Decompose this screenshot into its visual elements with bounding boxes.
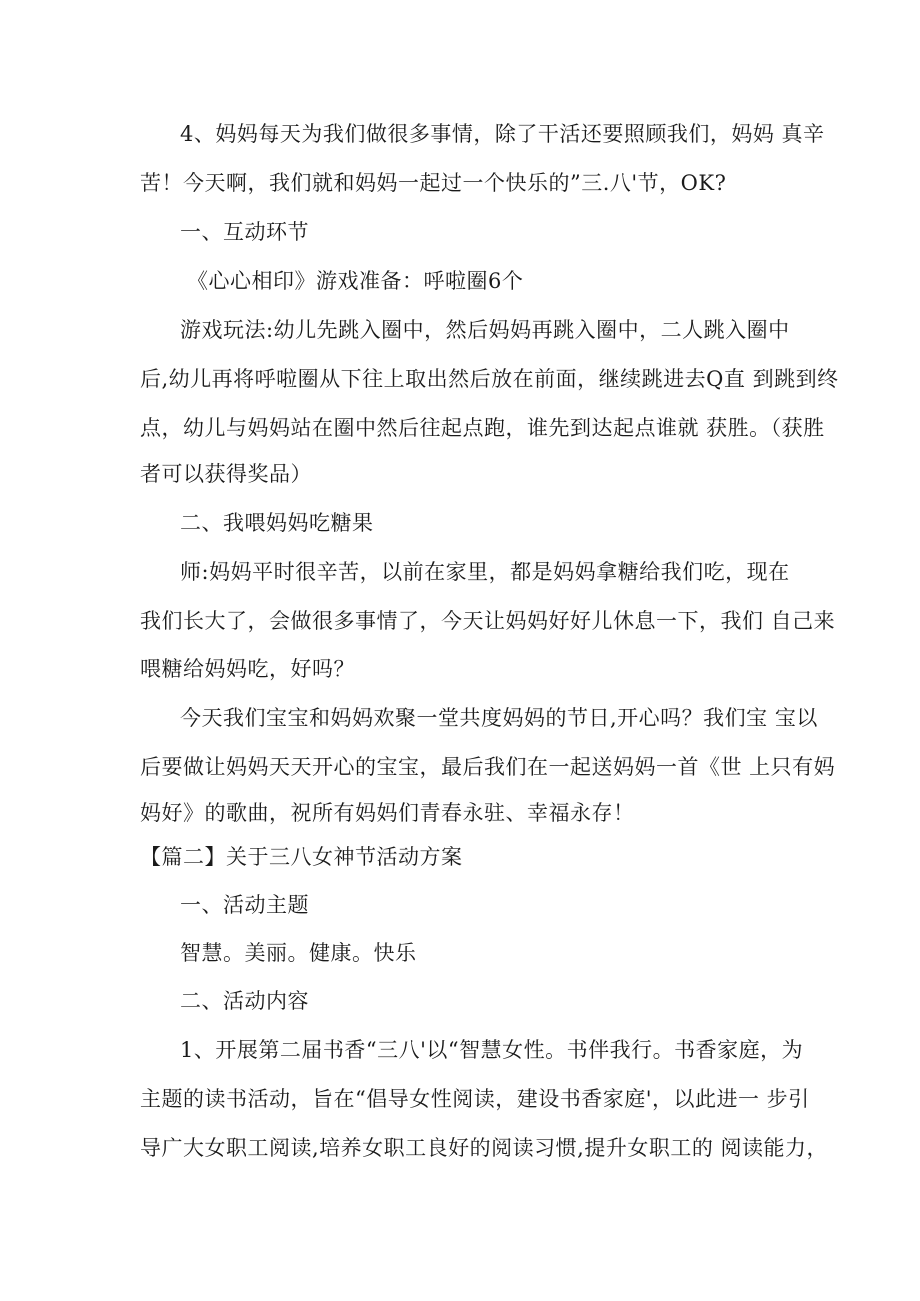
text-run: 后,幼儿再将呼啦圈从下往上取出然后放在前面，继续跳进去Q直 到跳到终 xyxy=(140,367,839,391)
text-run: 中 xyxy=(768,318,790,342)
text-run: 一、活动主题 xyxy=(180,893,309,917)
text-run: 后要做让妈妈天天开心的宝宝，最后我们在一起送妈妈一首《世 上只有妈 xyxy=(140,755,836,779)
section-heading-theme xyxy=(180,891,785,919)
text-run: 我们长大了，会做很多事情了，今天让妈妈好好儿休息一下，我们 自己来 xyxy=(140,609,836,633)
teacher-line-1 xyxy=(180,558,790,586)
text-run: 【篇二】关于三八女神节活动方案 xyxy=(140,845,463,869)
game-rules-line-1 xyxy=(180,316,790,344)
text-run: 游戏玩法:幼儿先跳入圈中，然后妈妈再跳入圈中，二人跳入圈 xyxy=(180,318,769,342)
theme-text xyxy=(180,939,785,967)
content-item-1-line-3 xyxy=(140,1134,829,1162)
text-run: 智慧。美丽。健康。快乐 xyxy=(180,941,417,965)
paragraph-4-line-2 xyxy=(140,169,785,197)
text-run: 主题的读书活动，旨在“倡导女性阅读，建设书香家庭'，以此进一 步引 xyxy=(140,1087,810,1111)
text-run: 导广大女职工阅读,培养女职工良好的阅读习惯,提升女职工的 阅读能力， xyxy=(140,1136,829,1160)
section-heading-interaction xyxy=(180,218,785,246)
teacher-line-3 xyxy=(140,655,785,683)
part-two-title xyxy=(140,843,785,871)
text-run: 二、活动内容 xyxy=(180,989,309,1013)
text-run: 1、开展第二届书香“三八'以“智慧女性。书伴我行。书香家庭，为 xyxy=(180,1038,804,1062)
text-run: 点，幼儿与妈妈站在圈中然后往起点跑，谁先到达起点谁就 获胜。（获胜 xyxy=(140,416,825,440)
text-run: 苦！今天啊，我们就和妈妈一起过一个快乐的”三.八'节，OK? xyxy=(140,171,727,195)
closing-line-3 xyxy=(140,799,785,827)
closing-line-1 xyxy=(180,704,818,732)
text-run: 师:妈妈平时很辛苦，以前在家里，都是妈妈拿糖给我们吃，现 xyxy=(180,560,769,584)
game-preparation xyxy=(187,267,832,295)
closing-line-2 xyxy=(140,753,836,781)
text-run: 一、互动环节 xyxy=(180,220,309,244)
text-run: 喂糖给妈妈吃，好吗？ xyxy=(140,657,355,681)
section-heading-content xyxy=(180,987,785,1015)
text-run: 今天我们宝宝和妈妈欢聚一堂共度妈妈的节日,开心吗？我们宝 宝以 xyxy=(180,706,818,730)
game-rules-line-3 xyxy=(140,414,825,442)
section-heading-candy xyxy=(180,509,785,537)
content-item-1-line-1 xyxy=(180,1036,804,1064)
content-item-1-line-2 xyxy=(140,1085,810,1113)
game-rules-line-2 xyxy=(140,365,839,393)
text-run: 在 xyxy=(768,560,790,584)
text-run: 者可以获得奖品） xyxy=(140,462,312,486)
teacher-line-2 xyxy=(140,607,836,635)
text-run: 二、我喂妈妈吃糖果 xyxy=(180,511,374,535)
text-run: 《心心相印》游戏准备：呼啦圈6个 xyxy=(187,269,524,293)
text-run: 妈好》的歌曲，祝所有妈妈们青春永驻、幸福永存！ xyxy=(140,801,635,825)
paragraph-4-line-1 xyxy=(180,120,825,148)
text-run: 4、妈妈每天为我们做很多事情，除了干活还要照顾我们，妈妈 真辛 xyxy=(180,122,825,146)
game-rules-line-4 xyxy=(140,460,785,488)
